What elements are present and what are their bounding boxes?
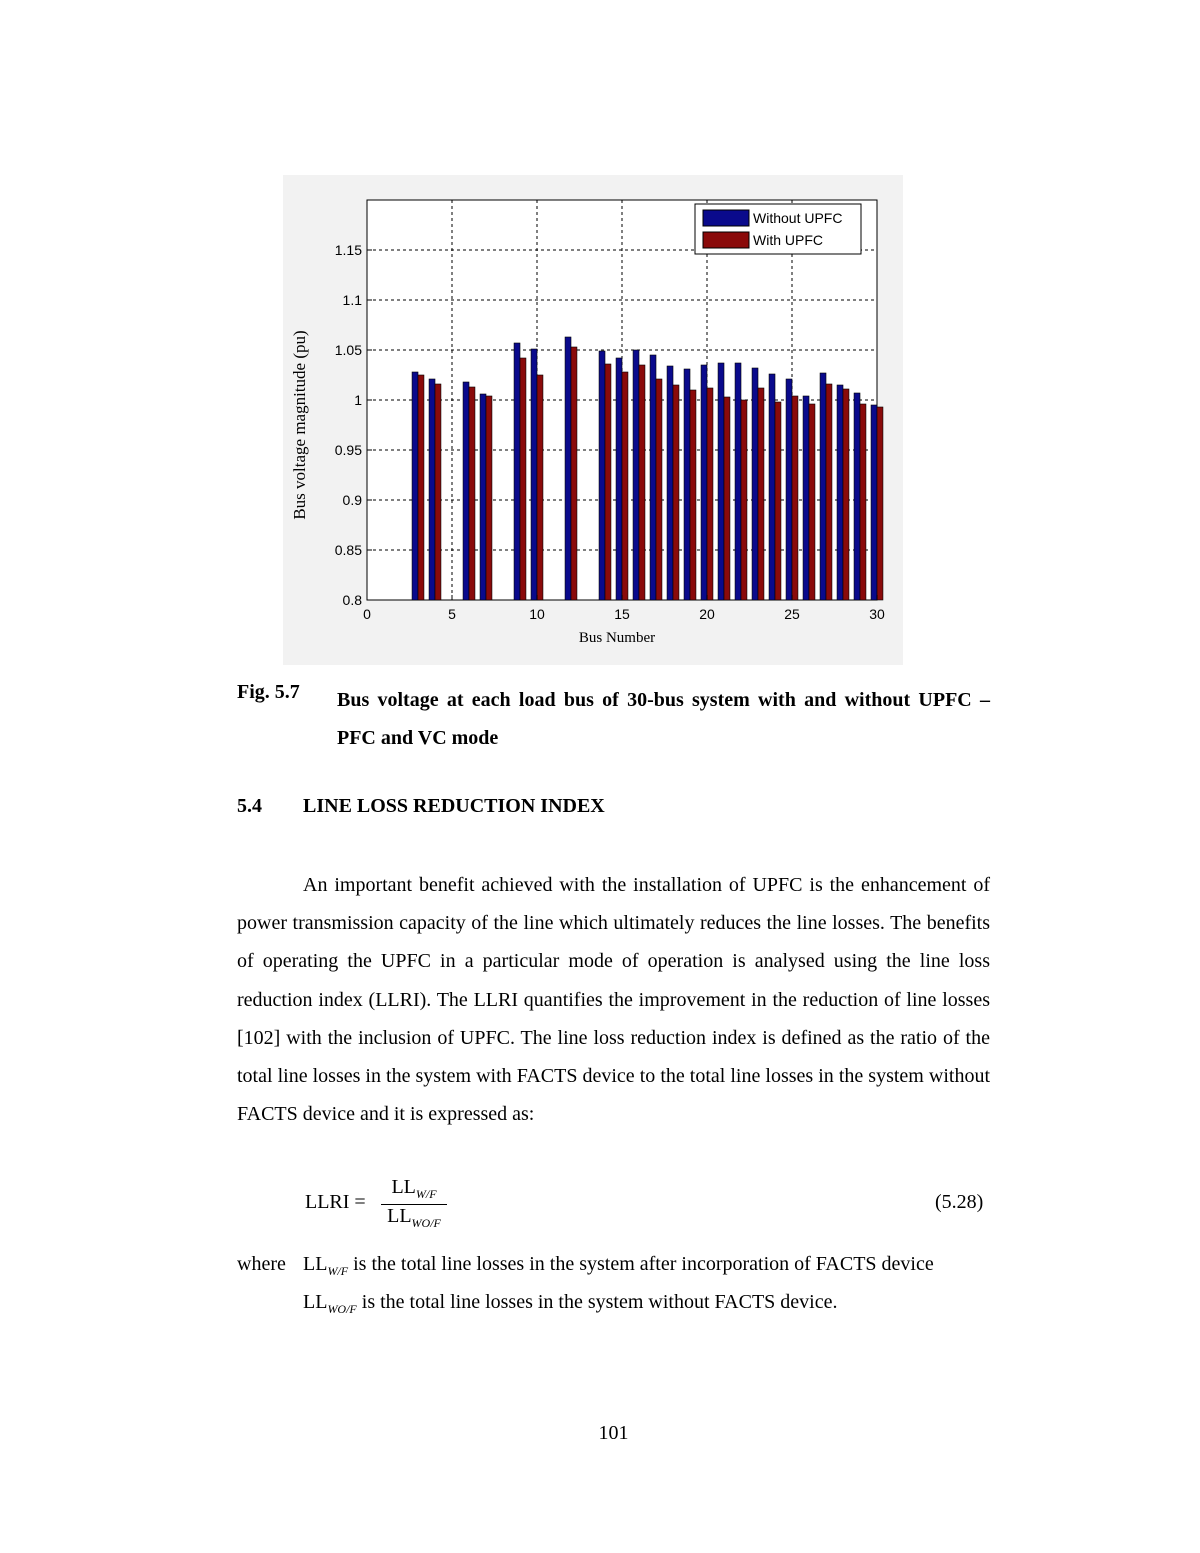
bar-with-upfc	[486, 396, 492, 600]
bar-with-upfc	[656, 379, 662, 600]
legend-label-with-upfc: With UPFC	[753, 232, 823, 248]
bar-with-upfc	[724, 397, 730, 600]
x-tick-label: 5	[448, 606, 456, 622]
y-tick-label: 1.1	[342, 292, 362, 308]
definition-wof	[303, 1291, 837, 1317]
bar-without-upfc	[429, 379, 435, 600]
x-axis-label: Bus Number	[578, 630, 656, 646]
bar-with-upfc	[639, 365, 645, 600]
bar-without-upfc	[599, 351, 605, 600]
bar-without-upfc	[803, 396, 809, 600]
bar-without-upfc	[616, 358, 622, 600]
numerator-subscript: W/F	[415, 1187, 437, 1201]
bar-without-upfc	[633, 350, 639, 600]
bar-without-upfc	[514, 343, 520, 600]
bar-without-upfc	[463, 382, 469, 600]
bar-without-upfc	[480, 394, 486, 600]
definition-wf	[303, 1253, 934, 1279]
equation-numerator	[381, 1176, 447, 1205]
bar-with-upfc	[792, 396, 798, 600]
y-tick-label: 0.9	[342, 492, 362, 508]
x-tick-label: 15	[614, 606, 630, 622]
bar-with-upfc	[826, 384, 832, 600]
y-tick-label: 0.8	[342, 592, 362, 608]
bar-without-upfc	[854, 393, 860, 600]
bar-with-upfc	[418, 375, 424, 600]
legend-swatch-without-upfc	[703, 210, 749, 226]
denominator-base: LL	[387, 1205, 412, 1227]
bar-without-upfc	[667, 366, 673, 600]
definition-wof-text: is the total line losses in the system without FACTS device.	[361, 1291, 838, 1313]
bar-with-upfc	[741, 400, 747, 600]
bar-with-upfc	[809, 404, 815, 600]
definition-wof-base: LL	[303, 1291, 328, 1313]
equation-fraction	[381, 1176, 447, 1231]
bar-with-upfc	[469, 387, 475, 600]
bar-without-upfc	[769, 374, 775, 600]
bar-without-upfc	[565, 337, 571, 600]
section-number: 5.4	[237, 795, 262, 817]
x-tick-label: 20	[699, 606, 715, 622]
equation-denominator	[381, 1205, 447, 1231]
bar-with-upfc	[622, 372, 628, 600]
bar-chart	[283, 175, 903, 665]
bar-with-upfc	[877, 407, 883, 600]
x-tick-label: 30	[869, 606, 885, 622]
bar-with-upfc	[605, 364, 611, 600]
x-tick-label: 25	[784, 606, 800, 622]
y-axis-label: Bus voltage magnitude (pu)	[290, 330, 309, 520]
bar-without-upfc	[786, 379, 792, 600]
bar-with-upfc	[537, 375, 543, 600]
bar-without-upfc	[837, 385, 843, 600]
figure-caption: Bus voltage at each load bus of 30-bus system with and without UPFC – PFC and VC mode	[337, 689, 990, 749]
bar-without-upfc	[531, 349, 537, 600]
where-label: where	[237, 1253, 286, 1275]
bar-with-upfc	[690, 390, 696, 600]
x-tick-label: 10	[529, 606, 545, 622]
denominator-subscript: WO/F	[411, 1216, 441, 1230]
bar-without-upfc	[650, 355, 656, 600]
bar-without-upfc	[820, 373, 826, 600]
bar-with-upfc	[673, 385, 679, 600]
x-tick-label: 0	[363, 606, 371, 622]
bar-without-upfc	[701, 365, 707, 600]
definition-wf-text: is the total line losses in the system after incorporation of FACTS device	[353, 1253, 934, 1275]
y-tick-label: 0.85	[334, 542, 362, 558]
bar-with-upfc	[435, 384, 441, 600]
y-tick-label: 1.15	[334, 242, 362, 258]
definition-wf-subscript: W/F	[327, 1264, 349, 1278]
equation-lhs: LLRI =	[305, 1191, 366, 1213]
bar-without-upfc	[871, 405, 877, 600]
bar-without-upfc	[718, 363, 724, 600]
definition-wof-subscript: WO/F	[327, 1302, 357, 1316]
bar-with-upfc	[758, 388, 764, 600]
bar-with-upfc	[775, 402, 781, 600]
figure-label: Fig. 5.7	[237, 681, 300, 703]
bar-with-upfc	[707, 388, 713, 600]
bar-without-upfc	[735, 363, 741, 600]
numerator-base: LL	[391, 1176, 416, 1198]
body-paragraph: An important benefit achieved with the installation of UPFC is the enhancement of power transmission capacity of the line which ultimately reduces the line losses. The benefits of operating the UPFC in a particular mode of operation is analysed using the line loss reduction index (LLRI). The LLRI quantifies the improvement in the reduction of line losses [102] with the inclusion of UPFC. The line loss reduction index is defined as the ratio of the total line losses in the system with FACTS device to the total line losses in the system without FACTS device and it is expressed as:	[237, 874, 990, 1126]
legend	[695, 204, 861, 254]
y-tick-label: 1.05	[334, 342, 362, 358]
bar-with-upfc	[843, 389, 849, 600]
bar-without-upfc	[684, 369, 690, 600]
bar-without-upfc	[412, 372, 418, 600]
legend-label-without-upfc: Without UPFC	[753, 210, 843, 226]
bar-with-upfc	[520, 358, 526, 600]
bar-without-upfc	[752, 368, 758, 600]
y-tick-label: 0.95	[334, 442, 362, 458]
page-number: 101	[598, 1422, 629, 1444]
y-tick-label: 1	[354, 392, 362, 408]
equation-number: (5.28)	[935, 1191, 984, 1213]
bar-with-upfc	[571, 347, 577, 600]
section-title: LINE LOSS REDUCTION INDEX	[303, 795, 605, 817]
bar-with-upfc	[860, 404, 866, 600]
definition-wf-base: LL	[303, 1253, 328, 1275]
legend-swatch-with-upfc	[703, 232, 749, 248]
